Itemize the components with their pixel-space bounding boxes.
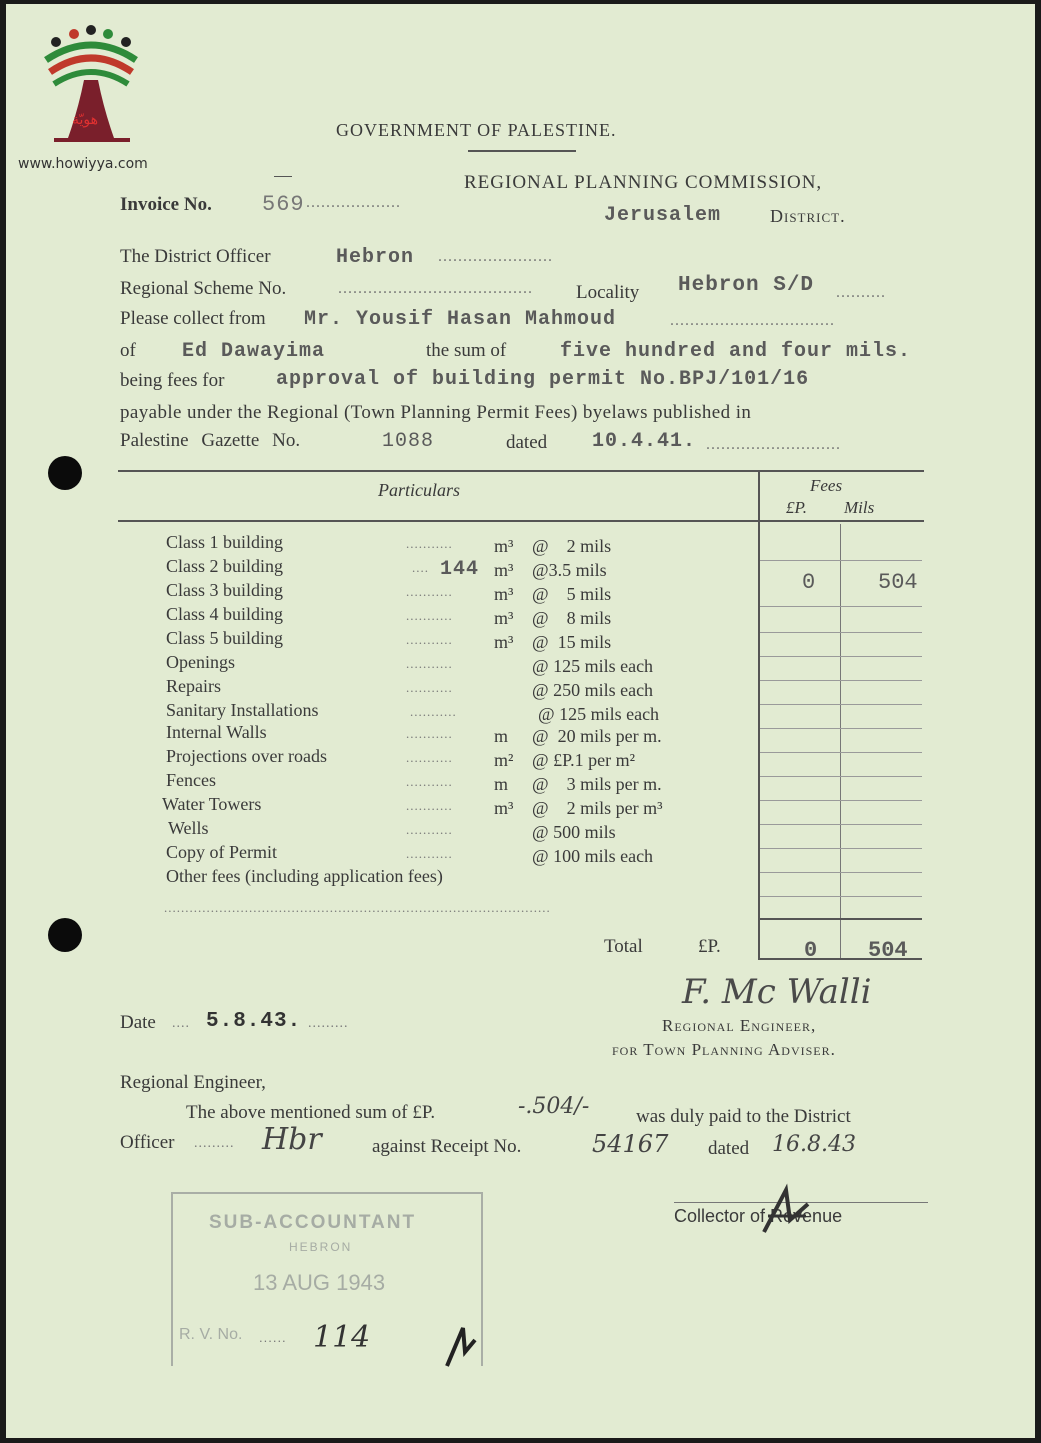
row-name-water-towers: Water Towers [162, 794, 262, 814]
sum-value: five hundred and four mils. [560, 340, 912, 363]
mils-divider [840, 524, 841, 960]
stamp-date: 13 AUG 1943 [253, 1270, 386, 1295]
fee-rule [760, 776, 922, 777]
row-name-sanitary: Sanitary Installations [166, 700, 319, 720]
fee-rule [760, 704, 922, 705]
row-dots-class4: ........... [406, 608, 453, 623]
particulars-header: Particulars [378, 480, 461, 500]
dated-value: 10.4.41. [592, 430, 697, 453]
stamp-rv-value: 114 [313, 1320, 371, 1355]
watermark-logo [34, 20, 149, 160]
government-title: GOVERNMENT OF PALESTINE. [336, 120, 617, 140]
row-unit-class3: m³ [494, 584, 514, 604]
stamp-place: HEBRON [289, 1240, 353, 1254]
fee-rule [760, 824, 922, 825]
district-officer-label: The District Officer [120, 246, 271, 267]
district-value: Jerusalem [604, 204, 722, 227]
officer-label: Officer [120, 1132, 175, 1153]
date-value: 5.8.43. [206, 1010, 302, 1033]
collector-label: Collector of Revenue [674, 1206, 843, 1226]
row-name-other-fees: Other fees (including application fees) [166, 866, 443, 886]
row-name-class4: Class 4 building [166, 604, 284, 624]
district-officer-dots: ....................... [438, 248, 553, 265]
row-name-openings: Openings [166, 652, 235, 672]
district-label: District. [770, 206, 846, 226]
receipt-dated-value: 16.8.43 [772, 1132, 856, 1157]
row-name-copy-permit: Copy of Permit [166, 842, 277, 862]
paid-amount: -.504/- [518, 1094, 590, 1119]
locality-label: Locality [576, 282, 640, 303]
title-rule [468, 150, 576, 152]
row-rate-class5: @ 15 mils [532, 632, 612, 652]
sum-label: the sum of [426, 340, 507, 361]
pounds-header: £P. [786, 498, 807, 517]
row-name-repairs: Repairs [166, 676, 221, 696]
row-qty-class2: 144 [440, 558, 480, 581]
row-dots-fences: ........... [406, 774, 453, 789]
row-dots-water-towers: ........... [406, 798, 453, 813]
punch-hole-top [48, 456, 82, 490]
total-mils: 504 [868, 938, 908, 963]
sub-accountant-stamp [171, 1192, 483, 1366]
commission-title: REGIONAL PLANNING COMMISSION, [464, 172, 823, 193]
row-rate-class4: @ 8 mils [532, 608, 612, 628]
stamp-initials-icon [441, 1322, 481, 1372]
row-dots-openings: ........... [406, 656, 453, 671]
row-rate-fences: @ 3 mils per m. [532, 774, 662, 794]
total-top-rule [760, 918, 922, 920]
row-dots-copy-permit: ........... [406, 846, 453, 861]
row-rate-water-towers: @ 2 mils per m³ [532, 798, 663, 818]
advisor-title: for Town Planning Adviser. [612, 1040, 836, 1059]
locality-dots: .......... [836, 284, 886, 301]
receipt-dated-label: dated [708, 1138, 750, 1159]
row-dots-sanitary: ........... [410, 704, 457, 719]
table-header-rule [118, 520, 924, 522]
fee-rule [760, 560, 922, 561]
paid-suffix: was duly paid to the District [636, 1106, 851, 1127]
row-rate-wells: @ 500 mils [532, 822, 616, 842]
document-page [6, 4, 1035, 1438]
row-dots-internal-walls: ........... [406, 726, 453, 741]
row-rate-class2: @3.5 mils [532, 560, 607, 580]
fee-rule [760, 656, 922, 657]
row-rate-class3: @ 5 mils [532, 584, 612, 604]
stamp-title: SUB-ACCOUNTANT [209, 1212, 417, 1233]
being-value: approval of building permit No.BPJ/101/16 [276, 368, 810, 391]
watermark-url: www.howiyya.com [18, 156, 148, 172]
row-dots-class2: .... [412, 560, 429, 575]
total-currency: £P. [698, 936, 721, 957]
fee-rule [760, 872, 922, 873]
engineer-title: Regional Engineer, [662, 1016, 817, 1035]
paid-prefix: The above mentioned sum of £P. [186, 1102, 436, 1123]
dated-label: dated [506, 432, 548, 453]
locality-value: Hebron S/D [678, 274, 815, 297]
collector-signature-mark-icon [756, 1180, 816, 1240]
row-rate-class1: @ 2 mils [532, 536, 612, 556]
fees-header: Fees [810, 476, 843, 495]
officer-value: Hbr [262, 1122, 322, 1157]
row-name-fences: Fences [166, 770, 216, 790]
dated-dots: ........................... [706, 436, 841, 453]
logo-arabic-text: هويّة [72, 112, 99, 128]
row-name-class3: Class 3 building [166, 580, 284, 600]
fee-rule [760, 728, 922, 729]
row-dots-class5: ........... [406, 632, 453, 647]
collect-value: Mr. Yousif Hasan Mahmoud [304, 308, 617, 331]
receipt-label: against Receipt No. [372, 1136, 522, 1157]
stamp-rv-dots: ...... [259, 1330, 287, 1345]
district-officer-value: Hebron [336, 246, 415, 269]
fee-rule [760, 752, 922, 753]
scheme-dots: ....................................... [338, 280, 533, 297]
class2-mils: 504 [878, 570, 918, 595]
date-dots: .... [172, 1016, 190, 1031]
row-unit-class4: m³ [494, 608, 514, 628]
gazette-value: 1088 [382, 430, 435, 453]
row-rate-internal-walls: @ 20 mils per m. [532, 726, 662, 746]
fees-divider [758, 470, 760, 960]
date-dots-trailing: ......... [308, 1016, 349, 1031]
row-dots-class1: ........... [406, 536, 453, 551]
row-rate-sanitary: @ 125 mils each [538, 704, 660, 724]
other-fees-dotted-line: ........................................................................................... [164, 900, 551, 915]
payable-text: payable under the Regional (Town Planning Permit Fees) byelaws published in [120, 402, 752, 423]
of-label: of [120, 340, 136, 361]
row-dots-class3: ........... [406, 584, 453, 599]
row-rate-openings: @ 125 mils each [532, 656, 654, 676]
collect-dots: ................................. [670, 312, 835, 329]
engineer-signature: F. Mc Walli [682, 972, 872, 1012]
scheme-label: Regional Scheme No. [120, 278, 287, 299]
of-value: Ed Dawayima [182, 340, 326, 363]
row-rate-repairs: @ 250 mils each [532, 680, 654, 700]
row-name-class5: Class 5 building [166, 628, 284, 648]
total-label: Total [604, 936, 643, 957]
row-name-wells: Wells [168, 818, 209, 838]
fee-rule [760, 800, 922, 801]
row-dots-repairs: ........... [406, 680, 453, 695]
row-unit-internal-walls: m [494, 726, 509, 746]
fee-rule [760, 896, 922, 897]
invoice-dots: ................... [306, 194, 401, 211]
fee-rule [760, 848, 922, 849]
addressee: Regional Engineer, [120, 1072, 266, 1093]
invoice-dash [274, 176, 292, 177]
punch-hole-bottom [48, 918, 82, 952]
fee-rule [760, 606, 922, 607]
row-unit-projections: m² [494, 750, 514, 770]
row-unit-class2: m³ [494, 560, 514, 580]
being-label: being fees for [120, 370, 225, 391]
officer-dots: ......... [194, 1136, 235, 1151]
row-name-internal-walls: Internal Walls [166, 722, 267, 742]
invoice-number: 569 [262, 192, 305, 217]
row-unit-class5: m³ [494, 632, 514, 652]
row-name-class2: Class 2 building [166, 556, 284, 576]
total-pounds: 0 [804, 938, 819, 963]
gazette-label: Palestine Gazette No. [120, 430, 301, 451]
date-label: Date [120, 1012, 156, 1033]
stamp-rv-label: R. V. No. [179, 1326, 243, 1343]
class2-pounds: 0 [802, 570, 817, 595]
row-dots-projections: ........... [406, 750, 453, 765]
row-dots-wells: ........... [406, 822, 453, 837]
row-unit-class1: m³ [494, 536, 514, 556]
fee-rule [760, 680, 922, 681]
invoice-label: Invoice No. [120, 194, 212, 215]
tree-logo-icon [34, 20, 149, 155]
table-top-rule [118, 470, 924, 472]
row-rate-copy-permit: @ 100 mils each [532, 846, 654, 866]
mils-header: Mils [844, 498, 875, 517]
collect-label: Please collect from [120, 308, 266, 329]
fee-rule [760, 632, 922, 633]
row-name-projections: Projections over roads [166, 746, 327, 766]
receipt-value: 54167 [592, 1130, 669, 1158]
row-unit-water-towers: m³ [494, 798, 514, 818]
row-unit-fences: m [494, 774, 509, 794]
row-rate-projections: @ £P.1 per m² [532, 750, 635, 770]
row-name-class1: Class 1 building [166, 532, 284, 552]
